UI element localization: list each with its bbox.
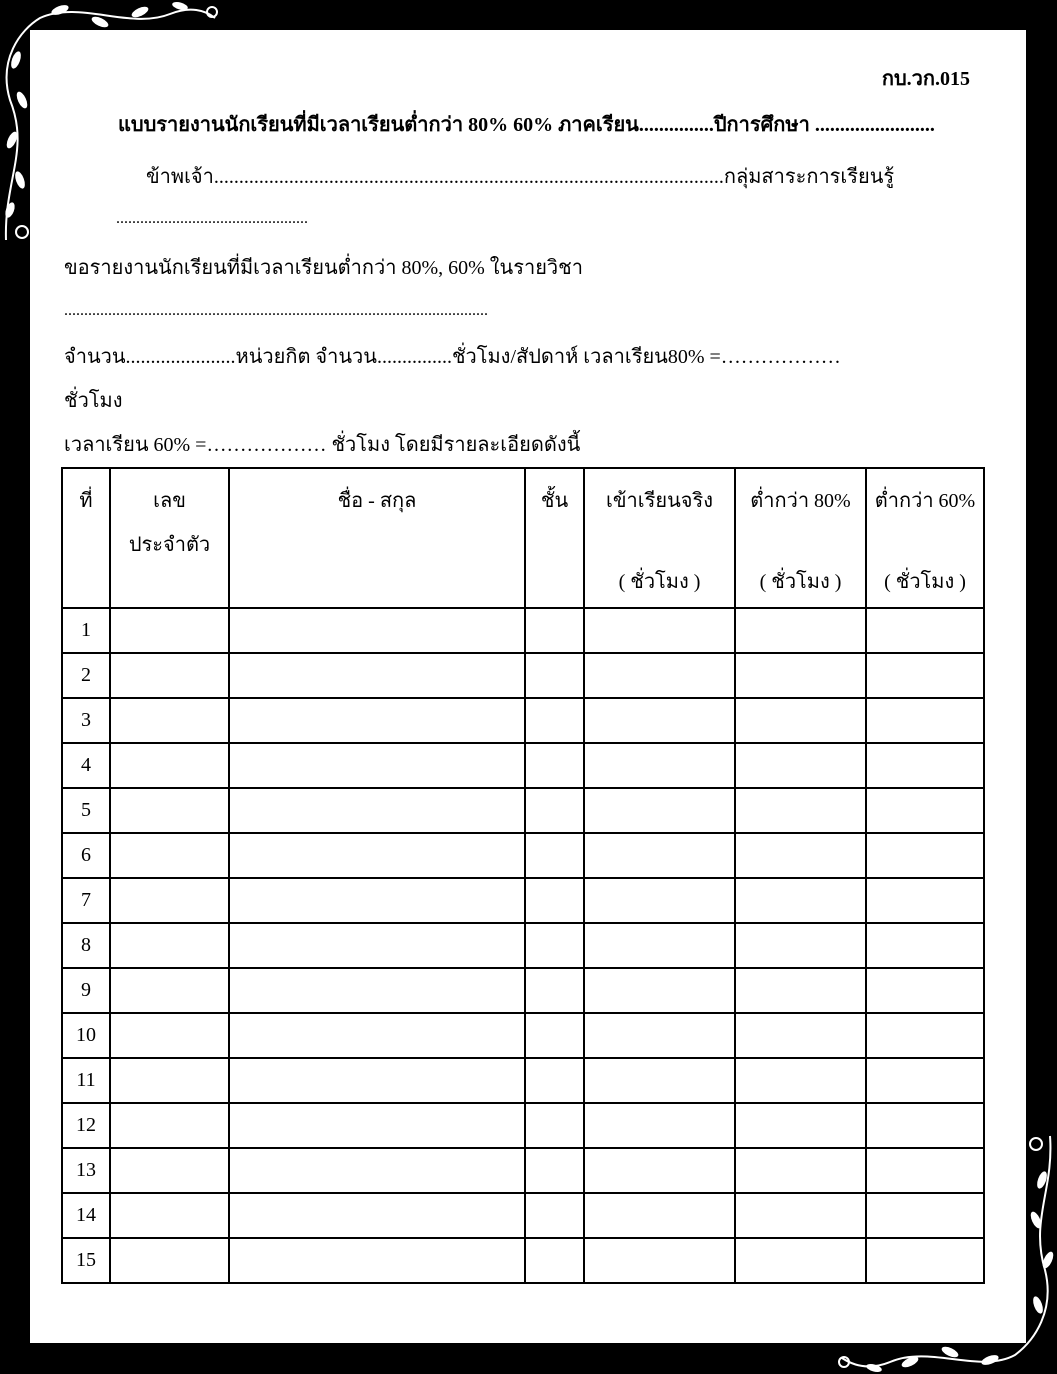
header-attended: เข้าเรียนจริง ( ชั่วโมง ) [584, 468, 735, 608]
table-row [62, 698, 984, 743]
row-number: 15 [62, 1238, 110, 1283]
row-number: 3 [62, 698, 110, 743]
table-header-row [62, 468, 984, 608]
credit-hours-line: จำนวน......................หน่วยกิต จำนวน...............ชั่วโมง/สัปดาห์ เวลาเรียน80% =……………… [64, 346, 841, 368]
table-row [62, 923, 984, 968]
row-number: 13 [62, 1148, 110, 1193]
row-number: 5 [62, 788, 110, 833]
row-number: 10 [62, 1013, 110, 1058]
table-row [62, 1103, 984, 1148]
form-page [30, 30, 1026, 1343]
report-subject-line: ขอรายงานนักเรียนที่มีเวลาเรียนต่ำกว่า 80%, 60% ในรายวิชา [64, 257, 583, 279]
table-row [62, 743, 984, 788]
header-below-80: ต่ำกว่า 80% ( ชั่วโมง ) [735, 468, 866, 608]
row-number: 8 [62, 923, 110, 968]
header-student-id: เลข ประจำตัว [110, 468, 229, 608]
header-name: ชื่อ - สกุล [229, 468, 525, 608]
row-number: 4 [62, 743, 110, 788]
row-number: 1 [62, 608, 110, 653]
row-number: 9 [62, 968, 110, 1013]
attendance-table [61, 467, 985, 1284]
table-row [62, 1013, 984, 1058]
table-row [62, 878, 984, 923]
header-below-60: ต่ำกว่า 60% ( ชั่วโมง ) [866, 468, 984, 608]
form-code: กบ.วก.015 [881, 68, 970, 90]
row-number: 12 [62, 1103, 110, 1148]
table-row [62, 968, 984, 1013]
table-row [62, 1058, 984, 1103]
table-row [62, 788, 984, 833]
subject-blank: .......................................................................................................... [64, 302, 488, 319]
sixty-percent-line: เวลาเรียน 60% =……………… ชั่วโมง โดยมีรายละเอียดดังนี้ [64, 434, 581, 456]
table-row [62, 833, 984, 878]
form-title: แบบรายงานนักเรียนที่มีเวลาเรียนต่ำกว่า 80% 60% ภาคเรียน...............ปีการศึกษา ........................ [118, 114, 935, 136]
table-row [62, 1193, 984, 1238]
learning-area-blank: ................................................ [116, 210, 308, 227]
teacher-line: ข้าพเจ้า......................................................................................................กลุ่มสาระการเรียนรู้ [146, 166, 895, 188]
header-no: ที่ [62, 468, 110, 608]
table-row [62, 608, 984, 653]
unit-hours: ( ชั่วโมง ) [618, 571, 701, 593]
table-row [62, 653, 984, 698]
unit-hours: ( ชั่วโมง ) [759, 571, 842, 593]
row-number: 14 [62, 1193, 110, 1238]
row-number: 2 [62, 653, 110, 698]
header-class: ชั้น [525, 468, 584, 608]
table-row [62, 1148, 984, 1193]
row-number: 6 [62, 833, 110, 878]
unit-hours: ( ชั่วโมง ) [884, 571, 966, 593]
row-number: 7 [62, 878, 110, 923]
table-row [62, 1238, 984, 1283]
row-number: 11 [62, 1058, 110, 1103]
hours-label: ชั่วโมง [64, 390, 123, 412]
